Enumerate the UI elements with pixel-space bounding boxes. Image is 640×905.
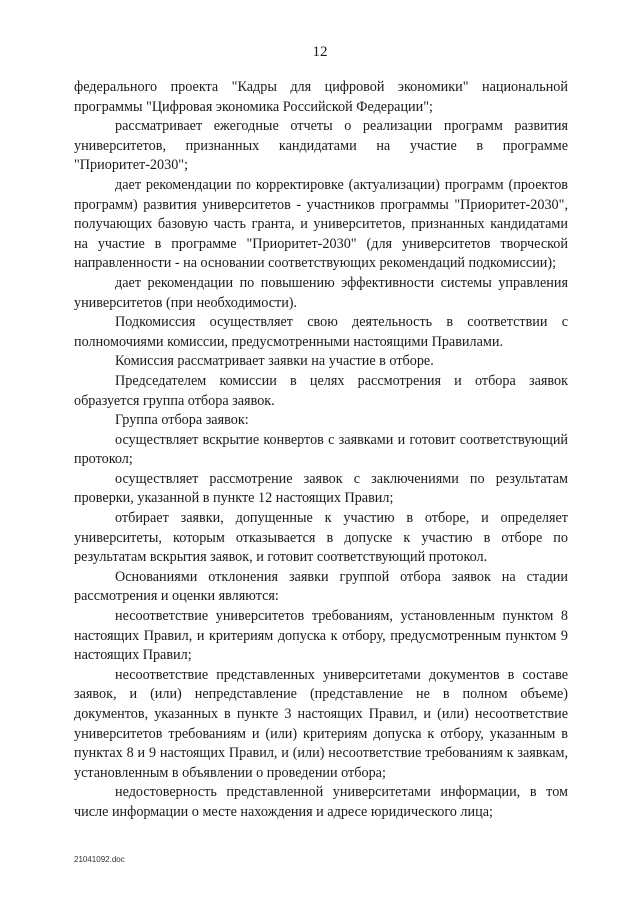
- paragraph: рассматривает ежегодные отчеты о реализации программ развития университетов, признанных кандидатами на участие в программе "Приоритет-2030";: [74, 118, 568, 174]
- paragraph: несоответствие университетов требованиям, установленным пунктом 8 настоящих Правил, и критериям допуска к отбору, предусмотренным пунктом 9 настоящих Правил;: [74, 608, 568, 664]
- paragraph: федерального проекта "Кадры для цифровой экономики" национальной программы "Цифровая экономика Российской Федерации";: [74, 79, 568, 115]
- paragraph: недостоверность представленной университетами информации, в том числе информации о месте нахождения и адресе юридического лица;: [74, 784, 568, 820]
- paragraph: Председателем комиссии в целях рассмотрения и отбора заявок образуется группа отбора заявок.: [74, 372, 568, 409]
- paragraph: отбирает заявки, допущенные к участию в отборе, и определяет университеты, которым отказывается в допуске к участию в отборе по результатам вскрытия заявок, и готовит соответствующий протокол.: [74, 510, 568, 566]
- paragraph: дает рекомендации по повышению эффективности системы управления университетов (при необходимости).: [74, 274, 568, 311]
- paragraph: Основаниями отклонения заявки группой отбора заявок на стадии рассмотрения и оценки являются:: [74, 568, 568, 605]
- paragraph: Комиссия рассматривает заявки на участие в отборе.: [115, 353, 434, 370]
- paragraph: осуществляет рассмотрение заявок с заключениями по результатам проверки, указанной в пункте 12 настоящих Правил;: [74, 470, 568, 507]
- paragraph: дает рекомендации по корректировке (актуализации) программ (проектов программ) развития университетов - участников программы "Приоритет-2030", получающих базовую часть гранта, и университетов, признанных кандидатами на участие в программе "Приоритет-2030" (для университетов творческой направленности - на основании соответствующих рекомендаций подкомиссии);: [74, 176, 568, 272]
- paragraph: Подкомиссия осуществляет свою деятельность в соответствии с полномочиями комиссии, предусмотренными настоящими Правилами.: [74, 314, 568, 350]
- document-body: [74, 78, 568, 823]
- paragraph: осуществляет вскрытие конвертов с заявками и готовит соответствующий протокол;: [74, 431, 568, 468]
- footer-filename: 21041092.doc: [74, 855, 125, 864]
- paragraph: Группа отбора заявок:: [115, 412, 249, 429]
- page-number: 12: [312, 44, 328, 60]
- paragraph: несоответствие представленных университетами документов в составе заявок, и (или) непредставление (представление не в полном объеме) документов, указанных в пункте 3 настоящих Правил, и (или) несоответствие университетов требованиям и (или) критериям допуска к отбору, указанным в пунктах 8 и 9 настоящих Правил, и (или) несоответствие требованиям к заявкам, установленным в объявлении о проведении отбора;: [74, 666, 568, 781]
